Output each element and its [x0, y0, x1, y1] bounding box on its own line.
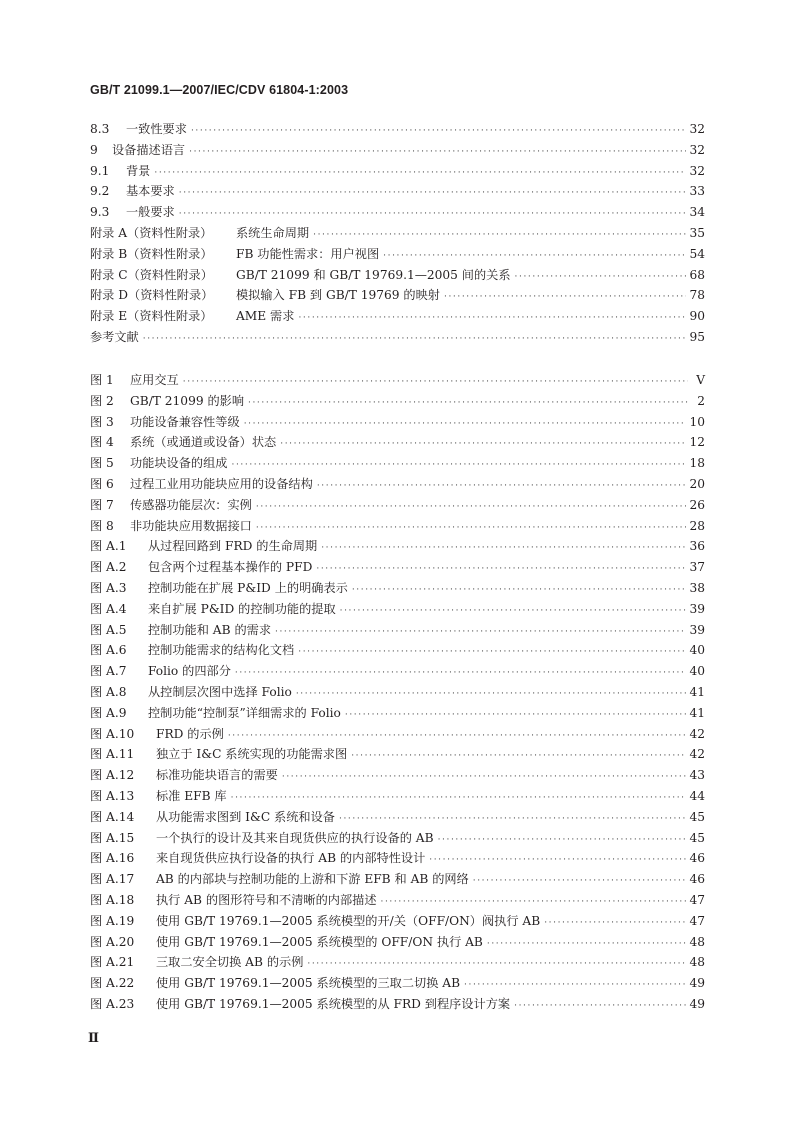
toc-entry-page: 35	[689, 225, 705, 240]
toc-entry-number: 图 A.19	[90, 913, 135, 928]
toc-entry[interactable]	[90, 744, 705, 765]
toc-entry-title: 标准功能块语言的需要	[156, 768, 278, 783]
toc-entry-title: 背景	[126, 163, 151, 178]
toc-entry-title: GB/T 21099 和 GB/T 19769.1—2005 间的关系	[236, 267, 511, 282]
toc-entry-page: 18	[689, 456, 705, 471]
toc-entry[interactable]	[90, 516, 705, 537]
toc-entry-title: 设备描述语言	[112, 142, 186, 157]
toc-entry-number: 图 A.14	[90, 809, 135, 824]
toc-entry-number: 图 4	[90, 435, 114, 450]
dot-leader	[381, 892, 687, 913]
toc-entry-title: 非功能块应用数据接口	[130, 518, 252, 533]
toc-entry-number: 图 A.20	[90, 934, 135, 949]
toc-entry[interactable]	[90, 327, 705, 348]
toc-entry-title: FRD 的示例	[156, 726, 224, 741]
toc-entry-page: 32	[689, 163, 705, 178]
dot-leader	[244, 414, 687, 435]
dot-leader	[298, 642, 686, 663]
toc-entry-number: 9	[90, 142, 98, 157]
dot-leader	[235, 663, 687, 684]
toc-entry[interactable]	[90, 140, 705, 161]
toc-entry[interactable]	[90, 202, 705, 223]
toc-entry-number: 图 A.9	[90, 705, 127, 720]
toc-entry-page: 48	[689, 934, 705, 949]
toc-entry-page: 42	[689, 726, 705, 741]
toc-entry-title: 控制功能和 AB 的需求	[148, 622, 272, 637]
page-number: Ⅱ	[88, 1031, 99, 1046]
dot-leader	[351, 746, 686, 767]
toc-entry-title: 基本要求	[126, 184, 175, 199]
toc-entry-page: 32	[689, 142, 705, 157]
toc-entry-title: GB/T 21099 的影响	[130, 393, 245, 408]
dot-leader	[298, 308, 686, 329]
dot-leader	[228, 726, 687, 747]
toc-entry-number: 图 A.11	[90, 747, 135, 762]
toc-entry[interactable]	[90, 973, 705, 994]
toc-entry-page: 90	[689, 309, 705, 324]
dot-leader	[317, 476, 687, 497]
toc-entry-page: 12	[689, 435, 705, 450]
toc-entry[interactable]	[90, 682, 705, 703]
dot-leader	[296, 684, 687, 705]
toc-entry[interactable]	[90, 786, 705, 807]
toc-entry[interactable]	[90, 765, 705, 786]
dot-leader	[282, 767, 687, 788]
dot-leader	[321, 538, 686, 559]
dot-leader	[438, 830, 687, 851]
toc-entry-page: 10	[689, 414, 705, 429]
toc-entry-page: 38	[689, 580, 705, 595]
toc-entry[interactable]	[90, 640, 705, 661]
toc-entry-page: 47	[689, 892, 705, 907]
toc-entry[interactable]	[90, 223, 705, 244]
toc-entry-title: 使用 GB/T 19769.1—2005 系统模型的开/关（OFF/ON）阀执行 AB	[156, 913, 541, 928]
toc-entry-number: 图 A.8	[90, 684, 127, 699]
toc-entry-title: 从过程回路到 FRD 的生命周期	[148, 539, 318, 554]
toc-entry[interactable]	[90, 703, 705, 724]
toc-entry-title: Folio 的四部分	[148, 664, 231, 679]
toc-entry-page: 34	[689, 205, 705, 220]
toc-entry-number: 图 7	[90, 497, 114, 512]
toc-entry-page: 40	[689, 664, 705, 679]
toc-entry-title: 使用 GB/T 19769.1—2005 系统模型的 OFF/ON 执行 AB	[156, 934, 483, 949]
toc-entry-title: 一致性要求	[126, 122, 187, 136]
dot-leader	[444, 287, 687, 308]
dot-leader	[256, 518, 687, 539]
dot-leader	[544, 913, 686, 934]
toc-entry-page: 41	[689, 705, 705, 720]
toc-entry-number: 附录 B（资料性附录）	[90, 246, 213, 261]
dot-leader	[143, 329, 687, 350]
toc-entry[interactable]	[90, 432, 705, 453]
dot-leader	[352, 580, 687, 601]
toc-entry-number: 8.3	[90, 122, 110, 136]
toc-entry-number: 图 A.12	[90, 768, 135, 783]
toc-sections	[90, 119, 705, 348]
dot-leader	[473, 871, 687, 892]
dot-leader	[179, 204, 687, 225]
toc-entry-page: 45	[689, 830, 705, 845]
toc-entry[interactable]	[90, 848, 705, 869]
toc-entry-page: 20	[689, 476, 705, 491]
toc-entry-title: 独立于 I&C 系统实现的功能需求图	[156, 747, 348, 762]
toc-entry[interactable]	[90, 557, 705, 578]
toc-entry-page: 40	[689, 643, 705, 658]
toc-entry-page: 33	[689, 184, 705, 199]
toc-entry-number: 图 A.16	[90, 851, 135, 866]
dot-leader	[189, 142, 686, 163]
toc-entry-title: 三取二安全切换 AB 的示例	[156, 955, 304, 970]
toc-entry-title: 使用 GB/T 19769.1—2005 系统模型的三取二切换 AB	[156, 976, 461, 991]
dot-leader	[248, 393, 688, 414]
toc-entry-title: 从功能需求图到 I&C 系统和设备	[156, 809, 335, 824]
toc-entry-title: 系统（或通道或设备）状态	[130, 435, 277, 450]
toc-entry[interactable]	[90, 578, 705, 599]
dot-leader	[383, 246, 686, 267]
dot-leader	[429, 850, 686, 871]
toc-entry-title: 执行 AB 的图形符号和不清晰的内部描述	[156, 892, 377, 907]
toc-entry[interactable]	[90, 244, 705, 265]
toc-entry-number: 附录 E（资料性附录）	[90, 309, 213, 324]
toc-entry-number: 图 A.6	[90, 643, 127, 658]
toc-entry-page: 39	[689, 601, 705, 616]
toc-entry-page: 47	[689, 913, 705, 928]
toc-entry[interactable]	[90, 412, 705, 433]
toc-entry-page: 44	[689, 788, 705, 803]
toc-entry-page: 28	[689, 518, 705, 533]
toc-entry-page: 42	[689, 747, 705, 762]
toc-entry[interactable]	[90, 932, 705, 953]
toc-entry[interactable]	[90, 306, 705, 327]
toc-entry-number: 图 A.5	[90, 622, 127, 637]
toc-figures	[90, 370, 705, 1015]
standard-header: GB/T 21099.1—2007/IEC/CDV 61804-1:2003	[90, 83, 349, 97]
toc-entry[interactable]	[90, 807, 705, 828]
dot-leader	[191, 121, 687, 142]
toc-entry[interactable]	[90, 265, 705, 286]
dot-leader	[154, 163, 686, 184]
toc-entry-title: 标准 EFB 库	[156, 788, 227, 803]
dot-leader	[464, 975, 686, 996]
toc-entry-title: 系统生命周期	[236, 225, 310, 240]
dot-leader	[313, 225, 686, 246]
toc-entry-page: 54	[689, 246, 705, 261]
toc-entry-number: 图 A.22	[90, 976, 135, 991]
toc-entry-number: 图 5	[90, 456, 114, 471]
toc-entry-title: 功能块设备的组成	[130, 456, 228, 471]
toc-entry-page: 49	[689, 996, 705, 1011]
toc-entry-page: 41	[689, 684, 705, 699]
dot-leader	[487, 934, 687, 955]
dot-leader	[183, 372, 688, 393]
toc-entry-number: 图 A.2	[90, 560, 127, 575]
toc-entry[interactable]	[90, 181, 705, 202]
toc-entry-number: 图 2	[90, 393, 114, 408]
toc-entry-page: 2	[697, 393, 705, 408]
toc-entry[interactable]	[90, 536, 705, 557]
toc-entry-title: 使用 GB/T 19769.1—2005 系统模型的从 FRD 到程序设计方案	[156, 996, 511, 1011]
dot-leader	[256, 497, 687, 518]
toc-entry-title: 模拟输入 FB 到 GB/T 19769 的映射	[236, 288, 440, 303]
toc-entry[interactable]	[90, 952, 705, 973]
toc-entry-title: 从控制层次图中选择 Folio	[148, 684, 292, 699]
toc-entry-page: 37	[689, 560, 705, 575]
toc-entry[interactable]	[90, 495, 705, 516]
toc-entry[interactable]	[90, 724, 705, 745]
toc-entry-page: 32	[689, 122, 705, 136]
toc-entry-page: V	[696, 373, 705, 387]
toc-entry-number: 图 A.10	[90, 726, 135, 741]
toc-entry[interactable]	[90, 869, 705, 890]
dot-leader	[280, 434, 686, 455]
toc-entry[interactable]	[90, 161, 705, 182]
toc-entry-title: 功能设备兼容性等级	[130, 414, 240, 429]
toc-entry-number: 9.3	[90, 205, 110, 220]
toc-entry-page: 68	[689, 267, 705, 282]
toc-entry-number: 9.1	[90, 163, 110, 178]
toc-entry-page: 95	[689, 329, 705, 344]
dot-leader	[339, 809, 686, 830]
dot-leader	[307, 954, 686, 975]
toc-entry-title: 过程工业用功能块应用的设备结构	[130, 476, 313, 491]
toc-entry-number: 附录 A（资料性附录）	[90, 225, 213, 240]
toc-entry[interactable]	[90, 620, 705, 641]
toc-entry-number: 图 A.1	[90, 539, 127, 554]
dot-leader	[514, 996, 686, 1017]
toc-entry-title: 应用交互	[130, 373, 179, 387]
toc-entry-number: 图 A.18	[90, 892, 135, 907]
toc-entry-number: 9.2	[90, 184, 110, 199]
toc-entry-number: 图 A.3	[90, 580, 127, 595]
toc-entry[interactable]	[90, 661, 705, 682]
toc-entry[interactable]	[90, 599, 705, 620]
toc-entry-number: 图 A.21	[90, 955, 135, 970]
toc-entry-title: 来自扩展 P&ID 的控制功能的提取	[148, 601, 336, 616]
toc-entry-title: 控制功能在扩展 P&ID 上的明确表示	[148, 580, 348, 595]
toc-entry-title: 传感器功能层次：实例	[130, 497, 252, 512]
dot-leader	[340, 601, 687, 622]
toc-entry-number: 图 6	[90, 476, 114, 491]
toc-entry-title: 一般要求	[126, 205, 175, 220]
toc-entry-number: 附录 D（资料性附录）	[90, 288, 214, 303]
toc-entry-title: FB 功能性需求：用户视图	[236, 246, 380, 261]
toc-entry[interactable]	[90, 994, 705, 1015]
toc-entry-page: 39	[689, 622, 705, 637]
toc-entry-title: 控制功能需求的结构化文档	[148, 643, 295, 658]
toc-entry-page: 46	[689, 851, 705, 866]
toc-entry-page: 36	[689, 539, 705, 554]
toc-entry-title: AME 需求	[236, 309, 295, 324]
toc-entry-page: 26	[689, 497, 705, 512]
toc-entry-number: 图 A.7	[90, 664, 127, 679]
toc-entry-number: 附录 C（资料性附录）	[90, 267, 213, 282]
toc-entry-title: 控制功能“控制泵”详细需求的 Folio	[148, 705, 341, 720]
toc-entry[interactable]	[90, 474, 705, 495]
dot-leader	[275, 622, 686, 643]
dot-leader	[231, 788, 687, 809]
toc-entry-number: 图 A.13	[90, 788, 135, 803]
toc-entry[interactable]	[90, 119, 705, 140]
dot-leader	[316, 559, 686, 580]
toc-entry[interactable]	[90, 285, 705, 306]
dot-leader	[179, 183, 687, 204]
toc-entry-title: 参考文献	[90, 329, 139, 344]
toc-entry[interactable]	[90, 890, 705, 911]
toc-entry-page: 43	[689, 768, 705, 783]
toc-entry-page: 45	[689, 809, 705, 824]
toc-entry-number: 图 A.4	[90, 601, 127, 616]
toc-entry-number: 图 A.15	[90, 830, 135, 845]
dot-leader	[232, 455, 687, 476]
toc-entry-title: 包含两个过程基本操作的 PFD	[148, 560, 313, 575]
toc-entry[interactable]	[90, 370, 705, 391]
toc-entry-page: 49	[689, 976, 705, 991]
toc-entry-page: 78	[689, 288, 705, 303]
toc-entry[interactable]	[90, 453, 705, 474]
toc-entry-number: 图 1	[90, 373, 114, 387]
toc-entry[interactable]	[90, 828, 705, 849]
toc-entry[interactable]	[90, 391, 705, 412]
toc-entry-page: 46	[689, 872, 705, 887]
toc-entry-title: 来自现货供应执行设备的执行 AB 的内部特性设计	[156, 851, 426, 866]
dot-leader	[345, 705, 687, 726]
toc-entry-number: 图 A.17	[90, 872, 135, 887]
toc-entry-title: 一个执行的设计及其来自现货供应的执行设备的 AB	[156, 830, 434, 845]
toc-entry-number: 图 8	[90, 518, 114, 533]
dot-leader	[515, 267, 687, 288]
toc-entry-title: AB 的内部块与控制功能的上游和下游 EFB 和 AB 的网络	[156, 872, 469, 887]
toc-entry-page: 48	[689, 955, 705, 970]
toc-entry-number: 图 3	[90, 414, 114, 429]
toc-entry-number: 图 A.23	[90, 996, 135, 1011]
toc-entry[interactable]	[90, 911, 705, 932]
